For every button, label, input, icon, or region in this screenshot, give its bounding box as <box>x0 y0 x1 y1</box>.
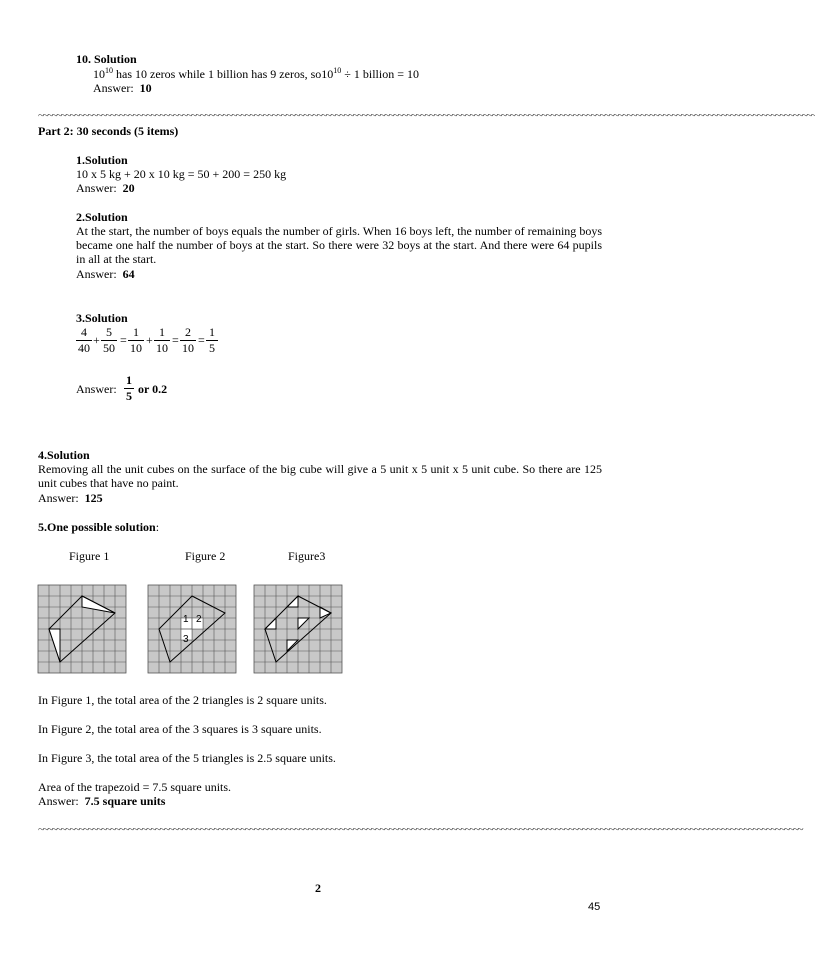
square-label-1: 1 <box>183 614 189 625</box>
figure-3-label: Figure3 <box>288 549 326 563</box>
plus-sign: + <box>93 333 100 347</box>
s5-line-1: In Figure 1, the total area of the 2 triangles is 2 square units. <box>38 693 327 707</box>
s5-line-3: In Figure 3, the total area of the 5 triangles is 2.5 square units. <box>38 751 336 765</box>
s1-answer: Answer: 20 <box>76 181 135 195</box>
s4-answer: Answer: 125 <box>38 491 103 505</box>
equals-sign: = <box>172 333 179 347</box>
fraction-2-10: 2 10 <box>182 325 194 355</box>
s1-line: 10 x 5 kg + 20 x 10 kg = 50 + 200 = 250 kg <box>76 167 287 181</box>
plus-sign: + <box>146 333 153 347</box>
figure-1-label: Figure 1 <box>69 549 110 563</box>
s3-answer-tail: or 0.2 <box>138 382 168 396</box>
s3-answer-label: Answer: <box>76 382 117 396</box>
fraction-1-10: 1 10 <box>156 325 168 355</box>
fraction-4-40: 4 40 <box>78 325 90 355</box>
s5-heading: 5.One possible solution: <box>38 520 160 534</box>
s5-line-2: In Figure 2, the total area of the 3 squares is 3 square units. <box>38 722 322 736</box>
s1-heading: 1.Solution <box>76 153 128 167</box>
fraction-5-50: 5 50 <box>103 325 115 355</box>
figure-2-label: Figure 2 <box>185 549 226 563</box>
equals-sign: = <box>198 333 205 347</box>
s5-answer: Answer: 7.5 square units <box>38 794 166 808</box>
q10-solution-line: $10^{10}$ has 10 zeros while 1 billion has 9 zeros, $so10^{10} \div 1$ billion = 10 <box>93 66 419 81</box>
s4-heading: 4.Solution <box>38 448 90 462</box>
center-page-number: 2 <box>315 881 321 895</box>
fraction-1-10: 1 10 <box>130 325 142 355</box>
separator-top: ~~~~~~~~~~~~~~~~~~~~~~~~~~~~~~~~~~~~~~~~~~~~~~~~~~~~~~~~~~~~~~~~~~~~~~~~~~~~~~~~~~~~~~~~~~~~~~~~~~~~~~~~~~~~~~~~~~~~~~~~~~~~~~~~~~~~~~~~~~~~~~~~~~~~~~~~~~~~~~~~~~~~~~~~~~~~~ <box>38 108 815 122</box>
square-label-3: 3 <box>183 634 189 645</box>
s2-text: At the start, the number of boys equals the number of girls. When 16 boys left, the number of remaining boys became one half the number of boys at the start. So there were 32 boys at the start. And there were 64 pupils in all at the start. <box>76 224 602 266</box>
equals-sign: = <box>120 333 127 347</box>
q10-answer: Answer: 10 <box>93 81 152 95</box>
q10-heading: 10. Solution <box>76 52 137 66</box>
figure-2-grid <box>148 585 236 673</box>
corner-page-number: 45 <box>588 901 601 913</box>
s2-answer: Answer: 64 <box>76 267 135 281</box>
figure-1-grid <box>38 585 126 673</box>
square-label-2: 2 <box>196 614 202 625</box>
figure-3-grid <box>254 585 342 673</box>
s2-heading: 2.Solution <box>76 210 128 224</box>
separator-bottom: ~~~~~~~~~~~~~~~~~~~~~~~~~~~~~~~~~~~~~~~~~~~~~~~~~~~~~~~~~~~~~~~~~~~~~~~~~~~~~~~~~~~~~~~~~~~~~~~~~~~~~~~~~~~~~~~~~~~~~~~~~~~~~~~~~~~~~~~~~~~~~~~~~~~~~~~~~~~~~~~~~~~~~~~~~~ <box>38 822 802 836</box>
s5-area-line: Area of the trapezoid = 7.5 square units. <box>38 780 232 794</box>
fraction-1-5: 1 5 <box>206 326 218 355</box>
part2-title: Part 2: 30 seconds (5 items) <box>38 124 179 138</box>
s4-text: Removing all the unit cubes on the surface of the big cube will give a 5 unit x 5 unit x 5 unit cube. So there are 125 unit cubes that have no paint. <box>38 462 602 490</box>
s3-heading: 3.Solution <box>76 311 128 325</box>
answer-fraction-1-5: 1 5 <box>126 373 132 403</box>
